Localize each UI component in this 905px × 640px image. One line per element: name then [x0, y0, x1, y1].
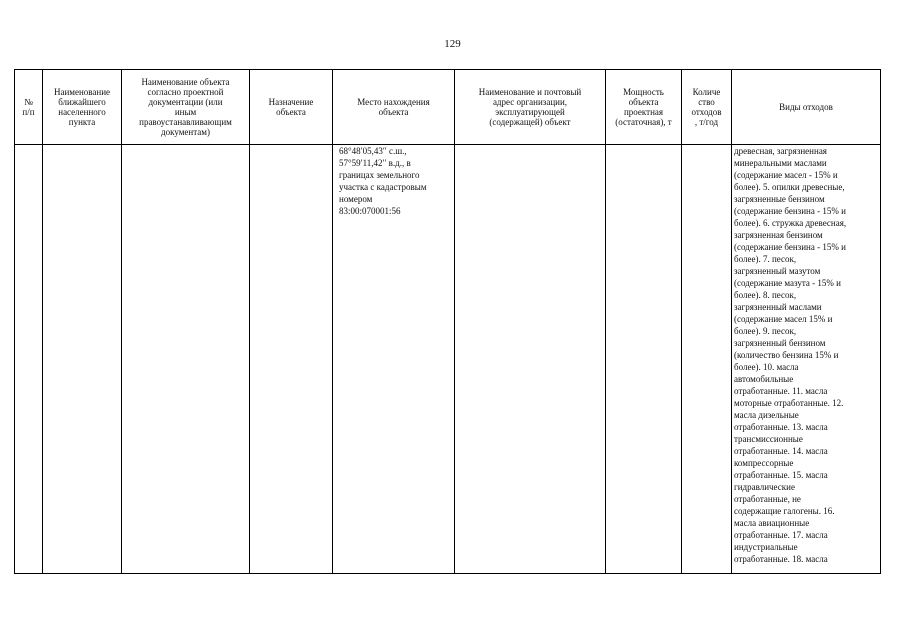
waste-facility-table: [14, 69, 881, 574]
cell-operator: [455, 145, 606, 574]
cell-amount: [682, 145, 732, 574]
cell-location: 68°48′05,43′′ с.ш., 57°59′11,42′′ в.д., в границах земельного участка с кадастровым номером 83:00:070001:56: [333, 145, 455, 574]
cell-object-name: [122, 145, 250, 574]
page-number: 129: [444, 38, 461, 50]
header-cell-amount: Количе ство отходов , т/год: [682, 70, 732, 145]
cell-waste-types: древесная, загрязненная минеральными маслами (содержание масел - 15% и более). 5. опилки древесные, загрязненные бензином (содержание бензина - 15% и более). 6. стружка древесная, загрязненная бензином (содержание бензина - 15% и более). 7. песок, загрязненный мазутом (содержание мазута - 15% и более). 8. песок, загрязненный маслами (содержание масел 15% и более). 9. песок, загрязненный бензином (количество бензина 15% и более). 10. масла автомобильные отработанные. 11. масла моторные отработанные. 12. масла дизельные отработанные. 13. масла трансмиссионные отработанные. 14. масла компрессорные отработанные. 15. масла гидравлические отработанные, не содержащие галогены. 16. масла авиационные отработанные. 17. масла индустриальные отработанные. 18. масла: [732, 145, 881, 574]
header-cell-location: Место нахождения объекта: [333, 70, 455, 145]
header-cell-settlement: Наименование ближайшего населенного пункта: [43, 70, 122, 145]
header-cell-capacity: Мощность объекта проектная (остаточная), т: [606, 70, 682, 145]
cell-settlement: [43, 145, 122, 574]
header-cell-operator: Наименование и почтовый адрес организации, эксплуатирующей (содержащей) объект: [455, 70, 606, 145]
header-cell-number: № п/п: [15, 70, 43, 145]
header-cell-object-name: Наименование объекта согласно проектной документации (или иным правоустанавливающим документам): [122, 70, 250, 145]
cell-purpose: [250, 145, 333, 574]
table-header-row: [15, 70, 881, 145]
table-row: [15, 145, 881, 574]
header-cell-purpose: Назначение объекта: [250, 70, 333, 145]
header-cell-waste-types: Виды отходов: [732, 70, 881, 145]
cell-number: [15, 145, 43, 574]
cell-capacity: [606, 145, 682, 574]
